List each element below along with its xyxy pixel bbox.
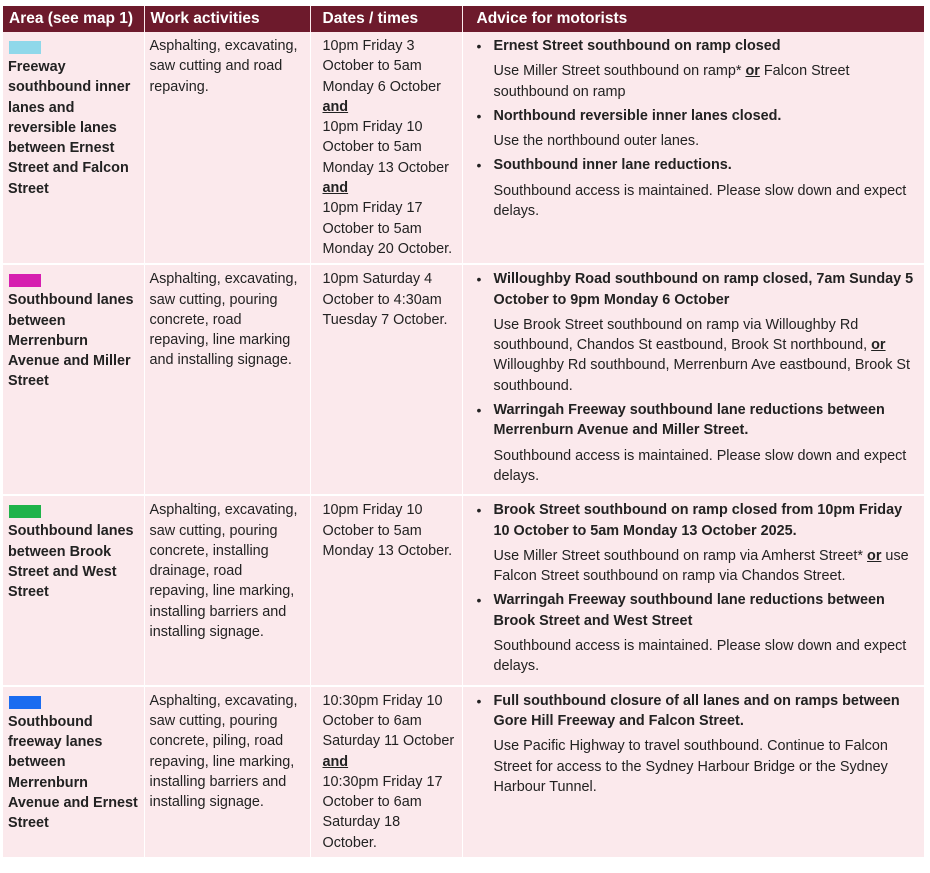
date-range: 10pm Saturday 4 October to 4:30am Tuesday 7 October.	[322, 271, 448, 328]
advice-item	[477, 691, 920, 797]
advice-item	[477, 400, 920, 486]
advice-list	[477, 36, 920, 221]
advice-heading: • Warringah Freeway southbound lane reductions between Brook Street and West Street	[493, 592, 885, 629]
table-row	[3, 686, 924, 858]
advice-text-part: Use Pacific Highway to travel southbound. Continue to Falcon Street for access to the Sydney Harbour Bridge or the Sydney Harbour Tunnel.	[493, 738, 888, 795]
advice-cell	[462, 32, 924, 264]
advice-cell	[462, 264, 924, 495]
area-label: Freeway southbound inner lanes and reversible lanes between Ernest Street and Falcon Street	[8, 59, 131, 197]
advice-text-part: Southbound access is maintained. Please slow down and expect delays.	[493, 638, 907, 675]
advice-text-part: Use Miller Street southbound on ramp*	[493, 63, 746, 80]
area-label: Southbound freeway lanes between Merrenburn Avenue and Ernest Street	[8, 713, 138, 832]
advice-text-part: Use Miller Street southbound on ramp via Amherst Street*	[493, 547, 868, 564]
advice-text	[494, 546, 920, 587]
table-body	[3, 32, 924, 858]
advice-text-part: Falcon Street southbound on ramp	[493, 63, 850, 100]
map-color-swatch	[9, 41, 41, 54]
dates-cell	[310, 686, 462, 858]
advice-heading: • Willoughby Road southbound on ramp closed, 7am Sunday 5 October to 9pm Monday 6 October	[493, 271, 914, 308]
advice-heading: • Full southbound closure of all lanes and on ramps between Gore Hill Freeway and Falcon Street.	[493, 692, 900, 729]
date-range: 10:30pm Friday 10 October to 6am Saturday 11 October	[322, 692, 455, 750]
advice-item	[477, 155, 920, 221]
header-work: Work activities	[144, 6, 310, 32]
date-range: 10pm Friday 10 October to 5am Monday 13 October	[322, 119, 449, 176]
area-cell	[3, 32, 144, 264]
advice-text-part: Use the northbound outer lanes.	[493, 133, 700, 150]
map-color-swatch	[9, 274, 41, 287]
advice-text-part: Southbound access is maintained. Please slow down and expect delays.	[493, 182, 907, 220]
work-activities-cell: Asphalting, excavating, saw cutting, pouring concrete, installing drainage, road repaving, line marking, installing barriers and installing signage.	[144, 495, 310, 685]
header-advice: Advice for motorists	[462, 6, 924, 32]
advice-text	[494, 636, 920, 677]
date-range: 10pm Friday 17 October to 5am Monday 20 October.	[322, 200, 453, 257]
date-range: 10:30pm Friday 17 October to 6am Saturday 18 October.	[322, 773, 443, 851]
advice-text	[494, 181, 920, 222]
advice-list	[477, 500, 920, 676]
area-cell	[3, 495, 144, 685]
advice-item	[477, 590, 920, 676]
and-connector: and	[322, 180, 349, 197]
advice-item	[477, 106, 920, 152]
work-activities-cell: Asphalting, excavating, saw cutting and road repaving.	[144, 32, 310, 264]
date-range: 10pm Friday 3 October to 5am Monday 6 October	[322, 38, 441, 95]
dates-cell	[310, 32, 462, 264]
advice-text	[494, 736, 920, 797]
advice-text	[494, 131, 920, 151]
advice-heading: • Southbound inner lane reductions.	[493, 157, 732, 174]
table-row	[3, 495, 924, 685]
date-range: 10pm Friday 10 October to 5am Monday 13 October.	[322, 502, 453, 559]
or-emphasis: or	[871, 337, 886, 354]
dates-cell	[310, 495, 462, 685]
advice-text-part: use Falcon Street southbound on ramp via Chandos Street.	[493, 547, 909, 585]
and-connector: and	[322, 98, 349, 115]
advice-text-part: Use Brook Street southbound on ramp via Willoughby Rd southbound, Chandos St eastbound, Brook St northbound,	[493, 316, 872, 354]
advice-item	[477, 36, 920, 102]
advice-item	[477, 500, 920, 586]
or-emphasis: or	[745, 63, 760, 80]
advice-cell	[462, 686, 924, 858]
advice-heading: • Brook Street southbound on ramp closed from 10pm Friday 10 October to 5am Monday 13 October 2025.	[493, 502, 903, 539]
table-row	[3, 32, 924, 264]
area-cell	[3, 686, 144, 858]
and-connector: and	[322, 753, 349, 770]
area-cell	[3, 264, 144, 495]
roadwork-table	[3, 6, 924, 859]
dates-cell	[310, 264, 462, 495]
advice-text	[494, 446, 920, 487]
work-activities-cell: Asphalting, excavating, saw cutting, pouring concrete, road repaving, line marking and installing signage.	[144, 264, 310, 495]
header-dates: Dates / times	[310, 6, 462, 32]
advice-list	[477, 269, 920, 486]
advice-heading: • Ernest Street southbound on ramp closed	[493, 38, 781, 54]
area-label: Southbound lanes between Brook Street and West Street	[8, 523, 134, 601]
advice-item	[477, 269, 920, 396]
advice-list	[477, 691, 920, 797]
advice-cell	[462, 495, 924, 685]
header-area: Area (see map 1)	[3, 6, 144, 32]
advice-text-part: Southbound access is maintained. Please slow down and expect delays.	[493, 447, 907, 484]
advice-heading: • Warringah Freeway southbound lane reductions between Merrenburn Avenue and Miller Street.	[493, 402, 885, 439]
advice-text-part: Willoughby Rd southbound, Merrenburn Ave eastbound, Brook St southbound.	[493, 357, 911, 394]
work-activities-cell: Asphalting, excavating, saw cutting, pouring concrete, piling, road repaving, line marking, installing barriers and installing signage.	[144, 686, 310, 858]
map-color-swatch	[9, 696, 41, 709]
advice-text	[494, 61, 920, 102]
map-color-swatch	[9, 505, 41, 518]
table-row	[3, 264, 924, 495]
advice-text	[494, 315, 920, 396]
header-row	[3, 6, 924, 32]
or-emphasis: or	[867, 547, 882, 564]
advice-heading: • Northbound reversible inner lanes closed.	[493, 107, 782, 124]
area-label: Southbound lanes between Merrenburn Avenue and Miller Street	[8, 292, 134, 390]
